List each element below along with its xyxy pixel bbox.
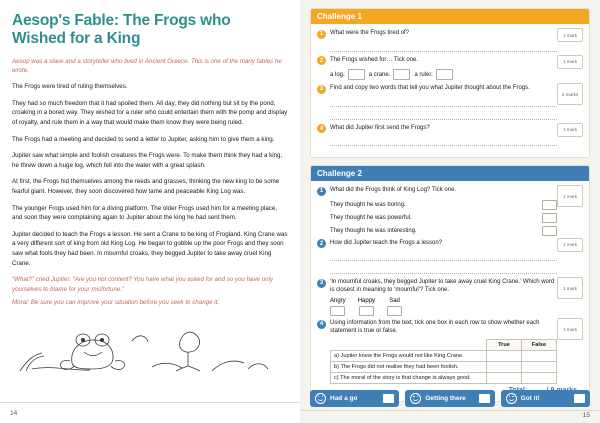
- question-number: 4: [317, 320, 326, 329]
- question-text: What did the Frogs think of King Log? Tick one.: [330, 187, 457, 193]
- question-number: 1: [317, 187, 326, 196]
- option-label: a log.: [330, 71, 345, 78]
- false-cell[interactable]: [522, 351, 557, 362]
- statement-cell: [331, 362, 487, 373]
- answer-line[interactable]: [330, 252, 557, 261]
- mark-box: 1 mark: [557, 55, 583, 69]
- option-checkbox[interactable]: [393, 69, 410, 80]
- tick-box[interactable]: [479, 394, 490, 403]
- question-1-3: [317, 84, 583, 97]
- mark-box: 1 mark: [557, 123, 583, 137]
- option-row: [330, 69, 583, 80]
- footer-divider: [0, 402, 300, 403]
- tick-box[interactable]: [383, 394, 394, 403]
- statement-label: They thought he was powerful.: [330, 214, 412, 221]
- fable-paragraph: The Frogs were tired of ruling themselves.: [12, 83, 128, 91]
- true-cell[interactable]: [487, 351, 522, 362]
- challenge-2: [310, 165, 590, 402]
- word-checkbox[interactable]: [359, 306, 374, 316]
- option-checkbox[interactable]: [436, 69, 453, 80]
- mark-box: 1 mark: [557, 185, 583, 207]
- question-number: 2: [317, 56, 326, 65]
- table-row: [331, 373, 557, 384]
- statement-cell: [331, 373, 487, 384]
- column-header-false: False: [522, 340, 557, 351]
- footer-divider: [300, 410, 600, 411]
- challenge-1-heading: Challenge 1: [311, 9, 589, 24]
- statement-row[interactable]: [330, 226, 557, 236]
- column-header-true: True: [487, 340, 522, 351]
- fable-paragraph: Jupiter saw what simple and foolish creatures the Frogs were. To make them think they had a king, he threw down a huge log, which fell into the water with a great splash.: [12, 152, 283, 169]
- button-label: Had a go: [330, 395, 358, 402]
- answer-line[interactable]: [330, 111, 557, 120]
- fable-paragraph: At first, the Frogs hid themselves among the reeds and grasses, thinking the new king to be some fearful giant. However, they soon discovered how tame and peaceable King Log was.: [12, 178, 280, 196]
- option-a-log[interactable]: [330, 69, 365, 80]
- statement-checkbox[interactable]: [542, 213, 557, 223]
- word-option-happy[interactable]: [358, 298, 375, 316]
- challenge-2-heading: Challenge 2: [311, 166, 589, 181]
- option-a-ruler[interactable]: [414, 69, 452, 80]
- statement-checkbox[interactable]: [542, 200, 557, 210]
- answer-line[interactable]: [330, 98, 557, 107]
- mark-box: 1 mark: [557, 238, 583, 252]
- question-text: Using information from the text, tick one box in each row to show whether each statement is true or false.: [330, 320, 540, 335]
- row-letter: b): [334, 364, 339, 371]
- table-row: [331, 362, 557, 373]
- question-number: 3: [317, 85, 326, 94]
- row-statement: The moral of the story is that change is always good.: [340, 375, 471, 382]
- moral-text: Moral: Be sure you can improve your situation before you seek to change it.: [12, 298, 220, 306]
- word-label: Sad: [389, 298, 400, 305]
- question-2-1: [317, 186, 583, 199]
- mark-box: 1 mark: [557, 277, 583, 299]
- question-1-4: [317, 124, 583, 134]
- question-1-2: [317, 56, 583, 66]
- smiley-icon: [315, 393, 326, 404]
- word-label: Angry: [330, 298, 346, 305]
- true-false-table: [330, 339, 557, 384]
- option-checkbox[interactable]: [348, 69, 365, 80]
- word-checkbox[interactable]: [387, 306, 402, 316]
- question-text: What did Jupiter first send the Frogs?: [330, 124, 430, 131]
- word-label: Happy: [357, 298, 376, 305]
- statement-checkbox[interactable]: [542, 226, 557, 236]
- question-number: 3: [317, 279, 326, 288]
- question-text: ‘In mournful croaks, they begged Jupiter to take away cruel King Crane.’ Which word is closest in meaning to ‘mournful’? Tick one.: [330, 279, 555, 294]
- fable-paragraph: The Frogs had a meeting and decided to send a letter to Jupiter, asking him to give them a king.: [12, 135, 275, 143]
- jupiter-quote: “What?” cried Jupiter. “Are you not content? You have what you asked for and so you have only yourselves to blame for your misfortune.”: [12, 276, 274, 293]
- fable-paragraph: They had so much freedom that it had spoiled them. All day, they did nothing but sit by the pond, croaking in a bored way. They wished for a ruler who could entertain them with the pomp and display of royalty, and rule them in a way that would make them know they were being ruled.: [12, 99, 288, 126]
- question-number: 2: [317, 239, 326, 248]
- statement-label: They thought he was interesting.: [330, 227, 417, 234]
- option-label: a crane.: [368, 71, 391, 78]
- option-a-crane[interactable]: [369, 69, 411, 80]
- option-label: a ruler.: [414, 71, 433, 78]
- question-text: What were the Frogs tired of?: [330, 30, 410, 36]
- got-it-button[interactable]: [501, 390, 590, 407]
- question-number: 1: [317, 30, 326, 39]
- smiley-icon: [506, 393, 517, 404]
- statement-cell: [331, 351, 487, 362]
- intro-text: Aesop was a slave and a storyteller who lived in Ancient Greece. This is one of the many fables he wrote.: [12, 57, 282, 74]
- smiley-icon: [410, 393, 421, 404]
- question-1-1: [317, 29, 583, 39]
- word-option-sad[interactable]: [387, 298, 402, 316]
- mark-box: 1 mark: [557, 28, 583, 42]
- word-option-angry[interactable]: [330, 298, 346, 316]
- mark-box: 2 marks: [557, 83, 583, 105]
- self-assessment-bar: [310, 390, 590, 407]
- table-row: [331, 351, 557, 362]
- challenge-1: [310, 8, 590, 158]
- true-cell[interactable]: [487, 362, 522, 373]
- table-header-row: [331, 340, 557, 351]
- word-checkbox[interactable]: [330, 306, 345, 316]
- frog-illustration: [12, 311, 288, 373]
- row-statement: Jupiter knew the Frogs would not like King Crane.: [340, 353, 464, 360]
- question-2-2: [317, 239, 583, 249]
- page-number-right: 15: [582, 412, 590, 419]
- button-label: Getting there: [425, 395, 466, 402]
- row-statement: The Frogs did not realise they had been foolish.: [340, 364, 459, 371]
- tick-box[interactable]: [574, 394, 585, 403]
- question-text: Find and copy two words that tell you what Jupiter thought about the Frogs.: [330, 85, 530, 91]
- word-option-row: [330, 298, 583, 316]
- row-letter: a): [334, 353, 339, 360]
- answer-line[interactable]: [330, 43, 557, 52]
- table-corner-blank: [331, 340, 487, 351]
- fable-body: [12, 82, 288, 268]
- fable-paragraph: The younger Frogs used him for a diving platform. The older Frogs used him for a meeting place, and soon they were complaining again to Jupiter about the king he had sent them.: [12, 204, 278, 222]
- page-number-left: 14: [10, 410, 18, 417]
- button-label: Got it!: [520, 395, 540, 402]
- false-cell[interactable]: [522, 362, 557, 373]
- had-a-go-button[interactable]: [310, 390, 399, 407]
- question-text: The Frogs wished for… Tick one.: [330, 56, 419, 63]
- question-number: 4: [317, 124, 326, 133]
- false-cell[interactable]: [522, 373, 557, 384]
- question-text: How did Jupiter teach the Frogs a lesson?: [330, 239, 443, 246]
- fable-paragraph: Jupiter decided to teach the Frogs a lesson. He sent a Crane to be king of Frogland. King Crane was a very different sort of king from old King Log. He began to gobble up the poor Frogs and they soon saw what fools they had been. In mournful croaks, they begged Jupiter to take away cruel King Crane.: [12, 230, 288, 267]
- mark-box: 1 mark: [557, 318, 583, 340]
- statement-row[interactable]: [330, 200, 557, 210]
- true-cell[interactable]: [487, 373, 522, 384]
- right-page: [300, 0, 600, 423]
- getting-there-button[interactable]: [405, 390, 494, 407]
- question-2-3: [317, 278, 583, 294]
- statement-label: They thought he was boring.: [330, 201, 406, 208]
- answer-line[interactable]: [330, 265, 557, 274]
- answer-line[interactable]: [330, 137, 557, 146]
- page-title: Aesop's Fable: The Frogs who Wished for a King: [12, 12, 231, 48]
- question-2-4: [317, 319, 583, 335]
- row-letter: c): [334, 375, 339, 382]
- statement-row[interactable]: [330, 213, 557, 223]
